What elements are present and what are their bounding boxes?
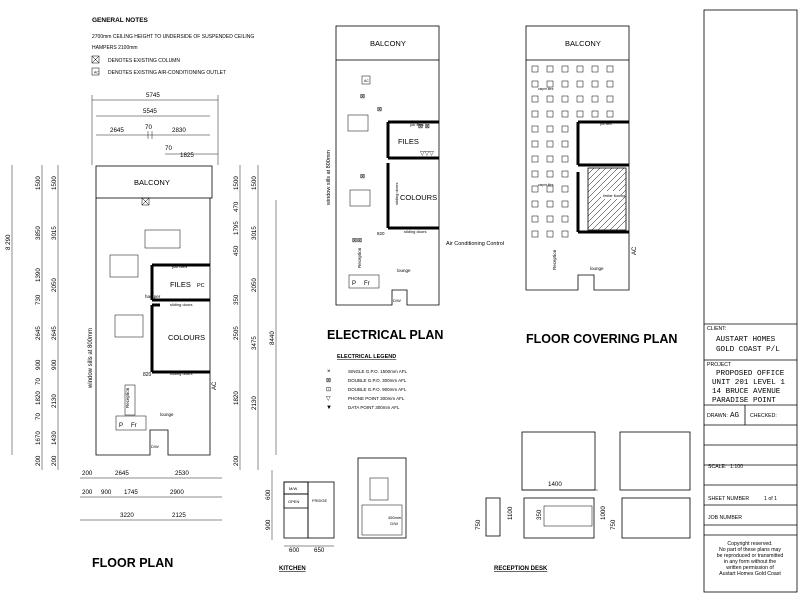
reception-desk-title: RECEPTION DESK <box>494 566 548 572</box>
carpet-tile <box>547 216 553 222</box>
client-name-2: GOLD COAST P/L <box>716 346 780 354</box>
timber-hatch-line <box>588 184 626 222</box>
floor-plan-title: FLOOR PLAN <box>92 556 174 570</box>
svg-text:1000: 1000 <box>600 506 607 520</box>
svg-text:650: 650 <box>314 547 325 554</box>
svg-text:FILES: FILES <box>398 137 419 146</box>
carpet-tile <box>592 81 598 87</box>
svg-text:1820: 1820 <box>233 391 240 405</box>
carpet-tile <box>532 66 538 72</box>
svg-text:M/W: M/W <box>289 486 298 491</box>
legend-phone-icon: ▽ <box>326 396 331 402</box>
timber-hatch-line <box>588 168 594 174</box>
svg-text:job files: job files <box>410 122 424 127</box>
carpet-tile <box>532 111 538 117</box>
timber-hatch-line <box>598 202 626 230</box>
svg-text:AC: AC <box>632 246 638 255</box>
svg-text:Fr: Fr <box>364 281 370 287</box>
elec-balcony-label: BALCONY <box>370 39 406 48</box>
svg-text:written permission of: written permission of <box>726 565 774 571</box>
svg-text:2505: 2505 <box>233 326 240 340</box>
svg-text:lounge: lounge <box>590 266 604 271</box>
svg-text:SINGLE G.P.O. 1500mm AFL: SINGLE G.P.O. 1500mm AFL <box>348 369 407 374</box>
svg-text:2530: 2530 <box>175 470 189 477</box>
svg-text:1500: 1500 <box>51 176 58 190</box>
floor-window-note: window sills at 800mm <box>88 327 94 388</box>
legend-double-gpo-icon: ⊠ <box>326 378 332 384</box>
carpet-tile <box>532 96 538 102</box>
svg-text:200: 200 <box>233 455 240 466</box>
carpet-tile <box>532 156 538 162</box>
svg-text:DOUBLE G.P.O. 300mm AFL: DOUBLE G.P.O. 300mm AFL <box>348 378 407 383</box>
svg-text:carpet tiles: carpet tiles <box>538 183 554 187</box>
svg-text:DOUBLE G.P.O. 900mm AFL: DOUBLE G.P.O. 900mm AFL <box>348 387 407 392</box>
svg-text:1500: 1500 <box>233 176 240 190</box>
carpet-tile <box>562 231 568 237</box>
svg-text:PROJECT: PROJECT <box>707 362 732 368</box>
svg-text:200: 200 <box>35 455 42 466</box>
svg-text:Austart Homes Gold Coast: Austart Homes Gold Coast <box>719 571 781 577</box>
svg-text:2645: 2645 <box>110 127 124 134</box>
svg-text:8440: 8440 <box>269 331 276 345</box>
svg-text:70: 70 <box>165 145 172 152</box>
kitchen-elevation <box>265 458 406 572</box>
svg-text:⊠: ⊠ <box>377 107 383 113</box>
svg-text:sliding doors: sliding doors <box>404 229 427 234</box>
column-note: DENOTES EXISTING COLUMN <box>108 58 180 64</box>
svg-text:AG: AG <box>730 412 740 420</box>
copyright-notice <box>717 541 784 577</box>
carpet-tile <box>607 81 613 87</box>
svg-text:1430: 1430 <box>51 431 58 445</box>
svg-text:P: P <box>119 423 124 429</box>
carpet-tile <box>562 81 568 87</box>
svg-text:⊠⊠: ⊠⊠ <box>352 238 363 244</box>
svg-text:1400: 1400 <box>548 481 562 488</box>
carpet-tiles <box>532 66 613 237</box>
svg-text:1745: 1745 <box>124 489 138 496</box>
floor-colours-label: COLOURS <box>168 333 206 342</box>
title-block <box>704 10 797 592</box>
carpet-tile <box>607 66 613 72</box>
svg-text:820: 820 <box>143 372 152 378</box>
notes-line-1: 2700mm CEILING HEIGHT TO UNDERSIDE OF SUSPENDED CEILING <box>92 34 255 40</box>
svg-text:D/W: D/W <box>151 444 159 449</box>
general-notes-title: GENERAL NOTES <box>92 17 148 24</box>
electrical-legend <box>326 354 407 411</box>
floor-files-label: FILES <box>170 280 191 289</box>
svg-text:DATA POINT 300mm AFL: DATA POINT 300mm AFL <box>348 405 400 410</box>
carpet-tile <box>577 96 583 102</box>
svg-text:350: 350 <box>233 294 240 305</box>
svg-text:AC: AC <box>364 79 369 83</box>
carpet-tile <box>532 216 538 222</box>
svg-text:▽▽▽: ▽▽▽ <box>420 151 434 157</box>
svg-text:sliding doors: sliding doors <box>170 371 193 376</box>
svg-text:450: 450 <box>233 245 240 256</box>
general-notes <box>92 17 254 76</box>
svg-text:lounge: lounge <box>160 412 174 417</box>
svg-text:FRIDGE: FRIDGE <box>312 498 328 503</box>
svg-text:Copyright reserved.: Copyright reserved. <box>727 541 773 547</box>
svg-text:2645: 2645 <box>51 326 58 340</box>
carpet-tile <box>562 156 568 162</box>
carpet-tile <box>532 141 538 147</box>
svg-text:Reception: Reception <box>125 387 130 408</box>
svg-text:1500: 1500 <box>251 176 258 190</box>
carpet-tile <box>547 141 553 147</box>
svg-text:820: 820 <box>377 231 385 236</box>
svg-text:8 290: 8 290 <box>5 234 12 250</box>
carpet-tile <box>562 141 568 147</box>
svg-text:PHONE POINT 300mm AFL: PHONE POINT 300mm AFL <box>348 396 405 401</box>
carpet-tile <box>532 201 538 207</box>
svg-text:2130: 2130 <box>51 394 58 408</box>
svg-text:450mm: 450mm <box>388 515 402 520</box>
svg-text:CHECKED:: CHECKED: <box>750 413 777 419</box>
carpet-tile <box>532 231 538 237</box>
carpet-tile <box>547 231 553 237</box>
carpet-tile <box>562 66 568 72</box>
svg-text:900: 900 <box>35 359 42 370</box>
svg-text:Air Conditioning Control: Air Conditioning Control <box>446 241 505 247</box>
svg-text:470: 470 <box>233 201 240 212</box>
svg-text:PC: PC <box>197 283 205 289</box>
svg-text:1100: 1100 <box>507 506 514 520</box>
carpet-tile <box>547 201 553 207</box>
carpet-tile <box>592 96 598 102</box>
svg-text:600: 600 <box>265 489 272 500</box>
svg-text:ELECTRICAL LEGEND: ELECTRICAL LEGEND <box>337 354 397 360</box>
svg-text:2900: 2900 <box>170 489 184 496</box>
ac-note: DENOTES EXISTING AIR-CONDITIONING OUTLET <box>108 70 227 76</box>
svg-text:600: 600 <box>289 547 300 554</box>
svg-text:1390: 1390 <box>35 268 42 282</box>
svg-text:hamper: hamper <box>145 294 161 299</box>
svg-text:carpet tiles: carpet tiles <box>538 87 554 91</box>
svg-text:1500: 1500 <box>35 176 42 190</box>
electrical-plan <box>326 26 504 411</box>
carpet-tile <box>562 171 568 177</box>
floor-balcony-label: BALCONY <box>134 178 170 187</box>
svg-text:Reception: Reception <box>357 247 362 268</box>
notes-line-2: HAMPERS 2100mm <box>92 45 138 51</box>
svg-text:AC: AC <box>94 70 99 75</box>
svg-text:PROPOSED OFFICE: PROPOSED OFFICE <box>716 370 785 378</box>
svg-text:2645: 2645 <box>35 326 42 340</box>
carpet-tile <box>547 171 553 177</box>
floor-covering-plan <box>526 26 677 346</box>
carpet-tile <box>547 96 553 102</box>
svg-text:2050: 2050 <box>251 278 258 292</box>
svg-text:2130: 2130 <box>251 396 258 410</box>
svg-text:1825: 1825 <box>180 152 194 159</box>
svg-text:900: 900 <box>101 489 112 496</box>
carpet-tile <box>577 111 583 117</box>
legend-single-gpo-icon: × <box>327 369 331 375</box>
svg-text:900: 900 <box>51 359 58 370</box>
carpet-tile <box>547 111 553 117</box>
svg-text:sliding doors: sliding doors <box>170 302 193 307</box>
gpo-markers <box>352 94 434 244</box>
carpet-tile <box>577 81 583 87</box>
svg-text:be reproduced or transmitted: be reproduced or transmitted <box>716 553 784 559</box>
svg-text:timber flooring: timber flooring <box>603 194 626 198</box>
svg-text:⊠ ⊠: ⊠ ⊠ <box>418 124 430 130</box>
svg-text:3850: 3850 <box>35 226 42 240</box>
timber-hatch-line <box>604 208 626 230</box>
svg-text:DRAWN:: DRAWN: <box>707 413 728 419</box>
carpet-tile <box>562 126 568 132</box>
svg-text:5545: 5545 <box>143 108 157 115</box>
svg-text:PARADISE POINT: PARADISE POINT <box>712 397 776 405</box>
svg-text:200: 200 <box>51 455 58 466</box>
svg-text:Fr: Fr <box>131 423 137 429</box>
svg-text:P: P <box>352 281 357 287</box>
carpet-tile <box>592 66 598 72</box>
carpet-tile <box>562 111 568 117</box>
electrical-plan-title: ELECTRICAL PLAN <box>327 328 444 342</box>
svg-text:OPEN: OPEN <box>288 499 300 504</box>
timber-hatch-line <box>588 168 600 180</box>
svg-text:lounge: lounge <box>397 268 411 273</box>
svg-text:SHEET NUMBER: SHEET NUMBER <box>708 496 750 502</box>
carpet-tile <box>547 126 553 132</box>
timber-hatch-line <box>588 168 612 192</box>
svg-text:2830: 2830 <box>172 127 186 134</box>
svg-text:AC: AC <box>212 381 218 390</box>
svg-text:200: 200 <box>82 470 93 477</box>
carpet-tile <box>562 96 568 102</box>
svg-text:2125: 2125 <box>172 512 186 519</box>
svg-text:2050: 2050 <box>51 278 58 292</box>
svg-text:200: 200 <box>82 489 93 496</box>
svg-text:COLOURS: COLOURS <box>400 193 438 202</box>
svg-text:3015: 3015 <box>251 226 258 240</box>
carpet-tile <box>607 96 613 102</box>
svg-text:D/W: D/W <box>393 298 401 303</box>
svg-text:750: 750 <box>610 519 617 530</box>
timber-hatch-line <box>610 214 626 230</box>
client-name-1: AUSTART HOMES <box>716 336 776 344</box>
carpet-tile <box>562 216 568 222</box>
svg-text:3220: 3220 <box>120 512 134 519</box>
svg-text:1:100: 1:100 <box>730 464 743 470</box>
svg-text:job files: job files <box>600 122 612 126</box>
floor-plan <box>5 92 276 570</box>
carpet-tile <box>592 111 598 117</box>
svg-text:5745: 5745 <box>146 92 160 99</box>
svg-text:730: 730 <box>35 294 42 305</box>
svg-text:window sills at 800mm: window sills at 800mm <box>326 149 332 205</box>
svg-text:1795: 1795 <box>233 221 240 235</box>
svg-text:No part of these plans may: No part of these plans may <box>719 547 781 553</box>
kitchen-title: KITCHEN <box>279 566 306 572</box>
carpet-tile <box>577 66 583 72</box>
svg-text:job files: job files <box>172 264 188 269</box>
svg-text:70: 70 <box>35 378 42 385</box>
svg-text:3475: 3475 <box>251 336 258 350</box>
svg-text:70: 70 <box>145 124 152 131</box>
svg-text:2645: 2645 <box>115 470 129 477</box>
svg-text:Reception: Reception <box>552 249 557 270</box>
svg-text:⊠: ⊠ <box>360 94 366 100</box>
svg-text:70: 70 <box>35 413 42 420</box>
carpet-tile <box>562 201 568 207</box>
carpet-tile <box>562 186 568 192</box>
carpet-tile <box>607 111 613 117</box>
svg-text:BALCONY: BALCONY <box>565 39 601 48</box>
svg-text:UNIT 201 LEVEL 1: UNIT 201 LEVEL 1 <box>712 379 785 387</box>
svg-text:⊠: ⊠ <box>360 174 366 180</box>
carpet-tile <box>547 66 553 72</box>
legend-double-gpo-high-icon: ⊡ <box>326 387 332 393</box>
svg-text:1820: 1820 <box>35 391 42 405</box>
legend-data-icon: ▼ <box>326 405 332 411</box>
svg-text:1 of 1: 1 of 1 <box>764 496 777 502</box>
svg-text:14 BRUCE AVENUE: 14 BRUCE AVENUE <box>712 388 781 396</box>
svg-text:in any form without the: in any form without the <box>723 559 777 565</box>
carpet-tile <box>532 171 538 177</box>
svg-text:G/W: G/W <box>390 521 398 526</box>
svg-text:900: 900 <box>265 519 272 530</box>
svg-text:750: 750 <box>475 519 482 530</box>
svg-text:CLIENT:: CLIENT: <box>707 326 727 332</box>
timber-hatch-line <box>616 220 626 230</box>
svg-text:3015: 3015 <box>51 226 58 240</box>
svg-text:350: 350 <box>536 509 543 520</box>
svg-text:1670: 1670 <box>35 431 42 445</box>
svg-text:SCALE:: SCALE: <box>708 464 727 470</box>
svg-text:sliding doors: sliding doors <box>394 182 399 205</box>
floor-covering-title: FLOOR COVERING PLAN <box>526 332 678 346</box>
svg-text:JOB NUMBER: JOB NUMBER <box>708 515 743 521</box>
carpet-tile <box>532 126 538 132</box>
carpet-tile <box>547 156 553 162</box>
reception-desk <box>475 432 690 572</box>
